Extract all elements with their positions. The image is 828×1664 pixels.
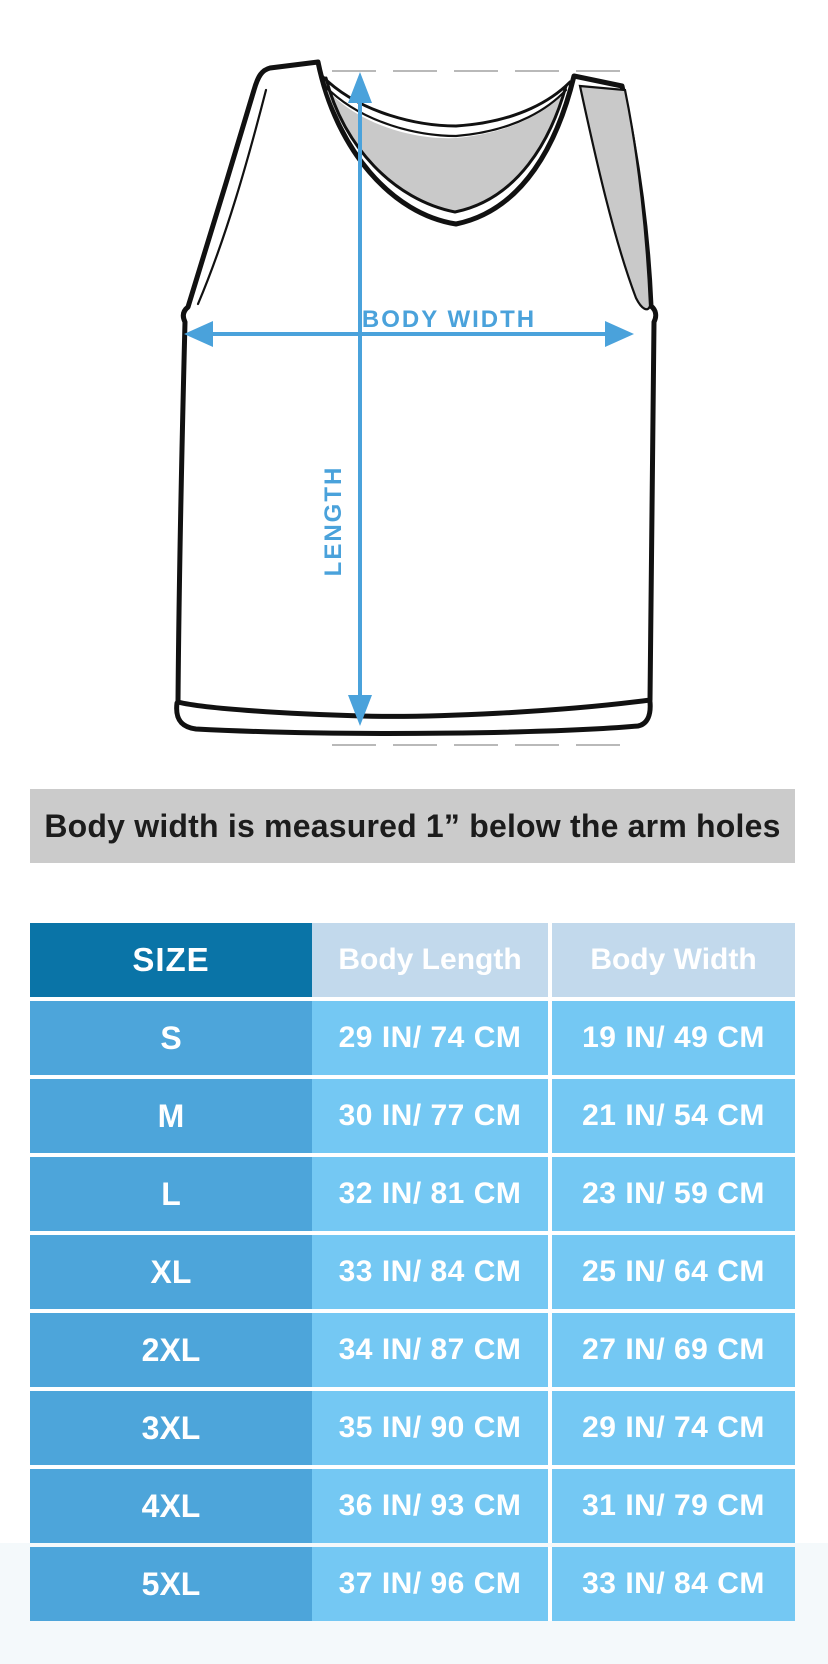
body-width-cell: 29 IN/ 74 CM	[552, 1391, 795, 1465]
table-row	[30, 1469, 795, 1543]
body-length-cell: 30 IN/ 77 CM	[312, 1079, 548, 1153]
measurement-note-text: Body width is measured 1” below the arm holes	[44, 807, 781, 844]
table-row	[30, 1235, 795, 1309]
body-length-cell: 35 IN/ 90 CM	[312, 1391, 548, 1465]
size-cell: 3XL	[30, 1391, 312, 1465]
size-cell: 4XL	[30, 1469, 312, 1543]
table-row	[30, 1547, 795, 1621]
body-width-label: BODY WIDTH	[361, 306, 537, 333]
table-row	[30, 1391, 795, 1465]
body-width-cell: 19 IN/ 49 CM	[552, 1001, 795, 1075]
body-width-cell: 27 IN/ 69 CM	[552, 1313, 795, 1387]
body-width-cell: 23 IN/ 59 CM	[552, 1157, 795, 1231]
size-cell: XL	[30, 1235, 312, 1309]
body-width-cell: 31 IN/ 79 CM	[552, 1469, 795, 1543]
body-length-cell: 32 IN/ 81 CM	[312, 1157, 548, 1231]
size-cell: 2XL	[30, 1313, 312, 1387]
header-body-length: Body Length	[312, 923, 548, 997]
size-cell: L	[30, 1157, 312, 1231]
measurement-note-bar	[30, 789, 795, 863]
length-label: LENGTH	[320, 465, 347, 577]
table-row	[30, 1313, 795, 1387]
header-size: SIZE	[30, 923, 312, 997]
tank-top-measurement-diagram	[0, 0, 828, 760]
body-length-cell: 36 IN/ 93 CM	[312, 1469, 548, 1543]
table-header-row	[30, 923, 795, 997]
body-length-cell: 37 IN/ 96 CM	[312, 1547, 548, 1621]
table-row	[30, 1001, 795, 1075]
table-row	[30, 1079, 795, 1153]
size-table	[30, 923, 795, 1625]
size-cell: M	[30, 1079, 312, 1153]
table-row	[30, 1157, 795, 1231]
body-width-cell: 33 IN/ 84 CM	[552, 1547, 795, 1621]
size-cell: S	[30, 1001, 312, 1075]
body-width-cell: 25 IN/ 64 CM	[552, 1235, 795, 1309]
arrow-up-icon	[348, 72, 372, 103]
body-length-cell: 33 IN/ 84 CM	[312, 1235, 548, 1309]
header-body-width: Body Width	[552, 923, 795, 997]
size-cell: 5XL	[30, 1547, 312, 1621]
body-length-cell: 29 IN/ 74 CM	[312, 1001, 548, 1075]
body-width-cell: 21 IN/ 54 CM	[552, 1079, 795, 1153]
body-length-cell: 34 IN/ 87 CM	[312, 1313, 548, 1387]
